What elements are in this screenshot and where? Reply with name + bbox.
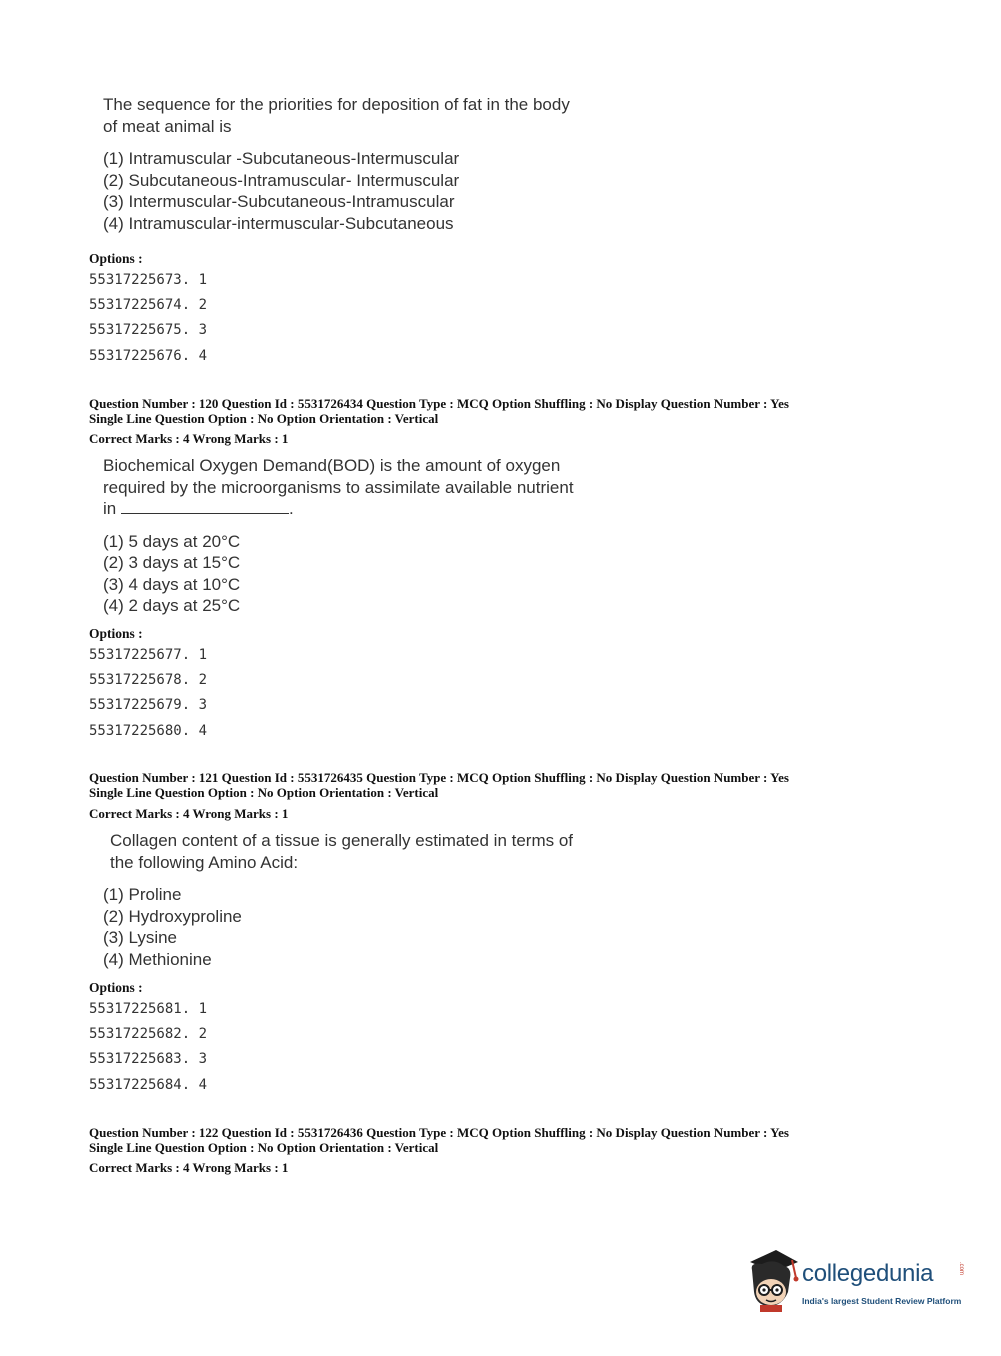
answer-choices [103,148,570,234]
option-id: 55317225673. 1 [89,272,208,288]
option-ids-list [89,643,207,744]
question-stem: Biochemical Oxygen Demand(BOD) is the amount of oxygen required by the microorganisms to assimilate available nutrient in . [103,456,574,518]
question-120-image [103,455,574,617]
logo-domain: .com [958,1262,964,1276]
question-119-image [103,94,570,234]
option-id: 55317225678. 2 [89,672,208,689]
answer-blank [121,499,289,514]
option-id: 55317225674. 2 [89,297,208,314]
option-id: 55317225684. 4 [89,1076,208,1093]
question-120-meta: Question Number : 120 Question Id : 5531726434 Question Type : MCQ Option Shuffling : No Display Question Number : Yes Single Line Question Option : No Option Orientation : Vertical [89,396,789,426]
question-stem: Collagen content of a tissue is generally estimated in terms of the following Amino Acid: [110,831,574,872]
options-heading: Options : [89,251,143,266]
logo-wordmark: collegedunia [802,1260,934,1287]
question-122-meta: Question Number : 122 Question Id : 5531726436 Question Type : MCQ Option Shuffling : No Display Question Number : Yes Single Line Question Option : No Option Orientation : Vertical [89,1125,789,1155]
answer-choice: (1) Intramuscular -Subcutaneous-Intermuscular [103,149,460,168]
option-id: 55317225683. 3 [89,1051,208,1068]
answer-choice: (4) 2 days at 25°C [103,596,241,615]
option-id: 55317225682. 2 [89,1026,208,1043]
marks-info: Correct Marks : 4 Wrong Marks : 1 [89,806,289,821]
marks-info: Correct Marks : 4 Wrong Marks : 1 [89,431,289,446]
answer-choices [103,531,574,617]
options-heading: Options : [89,980,143,995]
options-heading: Options : [89,626,143,641]
option-id: 55317225680. 4 [89,722,208,739]
answer-choice: (3) Intermuscular-Subcutaneous-Intramuscular [103,192,455,211]
option-id: 55317225681. 1 [89,1001,208,1017]
logo-tagline: India's largest Student Review Platform [802,1296,962,1306]
question-stem: The sequence for the priorities for deposition of fat in the body of meat animal is [103,95,570,136]
option-ids-list [89,268,207,369]
answer-choice: (3) 4 days at 10°C [103,574,241,594]
answer-choice: (2) 3 days at 15°C [103,553,241,572]
answer-choice: (1) Proline [103,885,182,904]
answer-choice: (4) Intramuscular-intermuscular-Subcutaneous [103,213,454,233]
answer-choice: (4) Methionine [103,949,212,969]
answer-choice: (1) 5 days at 20°C [103,531,241,551]
answer-choices [103,884,242,970]
question-121-image [110,830,573,873]
answer-choice: (2) Subcutaneous-Intramuscular- Intermuscular [103,170,460,190]
mascot-icon [744,1248,802,1314]
marks-info: Correct Marks : 4 Wrong Marks : 1 [89,1160,289,1175]
collegedunia-logo [744,1248,974,1318]
option-id: 55317225677. 1 [89,647,208,663]
option-id: 55317225679. 3 [89,697,208,714]
option-id: 55317225676. 4 [89,347,208,364]
answer-choice: (2) Hydroxyproline [103,906,242,926]
answer-choice: (3) Lysine [103,928,178,947]
question-121-meta: Question Number : 121 Question Id : 5531726435 Question Type : MCQ Option Shuffling : No Display Question Number : Yes Single Line Question Option : No Option Orientation : Vertical [89,770,789,800]
option-id: 55317225675. 3 [89,322,208,339]
option-ids-list [89,997,207,1098]
